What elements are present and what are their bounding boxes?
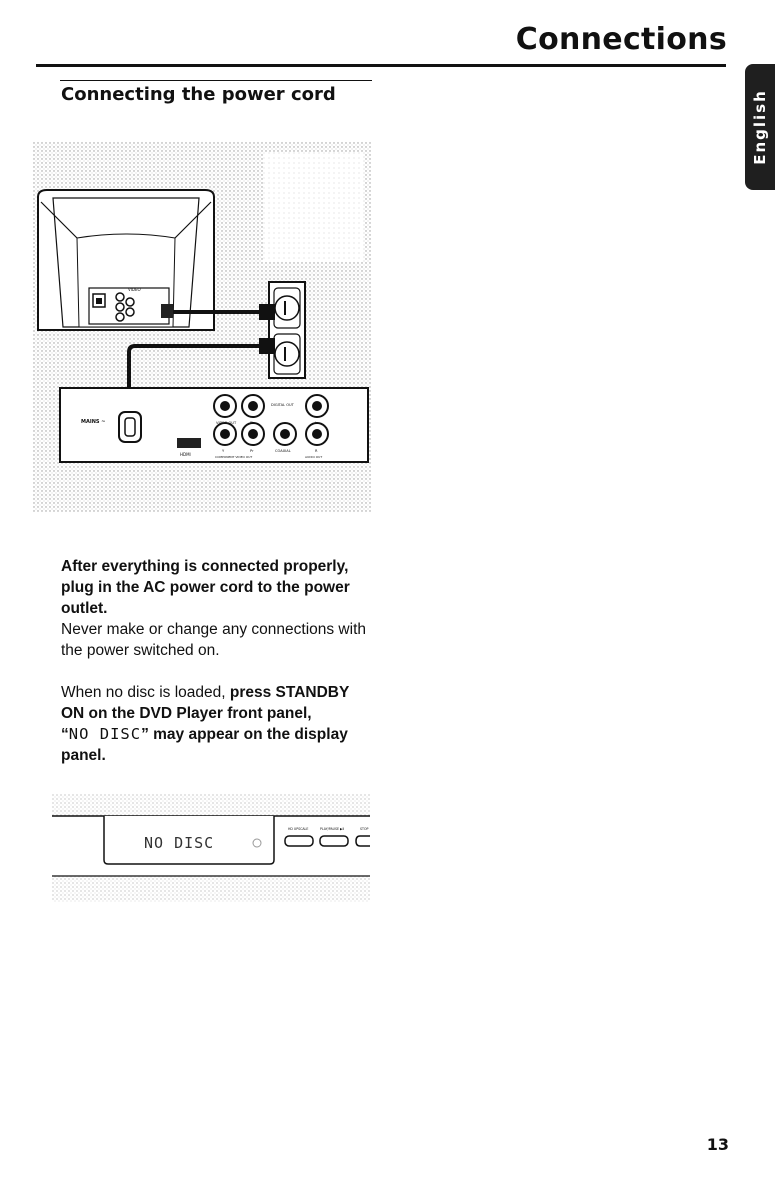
section-rule [60, 80, 372, 81]
play-pause-button [320, 836, 348, 846]
audio-r-label: R [315, 449, 318, 453]
audio-l-label: L [315, 421, 318, 425]
quote-close: ” [141, 726, 154, 743]
wall-outlet [269, 282, 305, 378]
language-tab-label: English [751, 89, 769, 165]
front-panel-illustration [52, 794, 370, 902]
component-video-out-label: COMPONENT VIDEO OUT [215, 455, 253, 459]
section-title: Connecting the power cord [61, 84, 336, 105]
hdmi-label: HDMI [180, 452, 191, 457]
power-connection-illustration [33, 142, 371, 512]
audio-out-label: AUDIO OUT [305, 455, 323, 459]
coaxial-label: COAXIAL [275, 449, 291, 453]
no-disc-condition: When no disc is loaded, [61, 684, 230, 701]
instruction-paragraph-1 [61, 556, 371, 661]
no-disc-lcd-text: NO DISC [68, 725, 142, 743]
quote-open: “ [61, 726, 69, 743]
front-panel-svg [52, 794, 370, 902]
video-out-label: VIDEO OUT [216, 421, 237, 425]
pb-label: Pb [250, 421, 255, 425]
instruction-paragraph-2 [61, 682, 371, 766]
pr-label: Pr [250, 449, 254, 453]
dvd-player-back [60, 388, 368, 462]
lcd-display-text: NO DISC [144, 834, 215, 852]
mains-label: MAINS ~ [81, 419, 106, 425]
power-connection-svg [33, 142, 371, 512]
page-number: 13 [706, 1135, 729, 1154]
standby-instruction: press STANDBY ON on the DVD Player front panel, [61, 684, 350, 722]
safety-note: Never make or change any connections with the power switched on. [61, 621, 366, 659]
stipple-highlight [263, 152, 363, 262]
page-title: Connections [515, 22, 727, 57]
y-label: Y [222, 449, 225, 453]
stop-label: STOP [360, 827, 369, 831]
hd-upscale-button [285, 836, 313, 846]
language-tab [745, 64, 775, 190]
tv-sockets-label: VIDEO [128, 287, 141, 292]
display-note: may appear on the display panel. [61, 726, 348, 764]
stop-button [356, 836, 370, 846]
hd-upscale-label: HD UPSCALE [288, 827, 309, 831]
header-rule [36, 64, 726, 67]
plug-in-instruction: After everything is connected properly, plug in the AC power cord to the power outlet. [61, 558, 350, 617]
play-pause-label: PLAY/PAUSE ▶II [320, 827, 345, 831]
digital-out-label: DIGITAL OUT [271, 403, 294, 407]
tv-back [38, 190, 214, 330]
